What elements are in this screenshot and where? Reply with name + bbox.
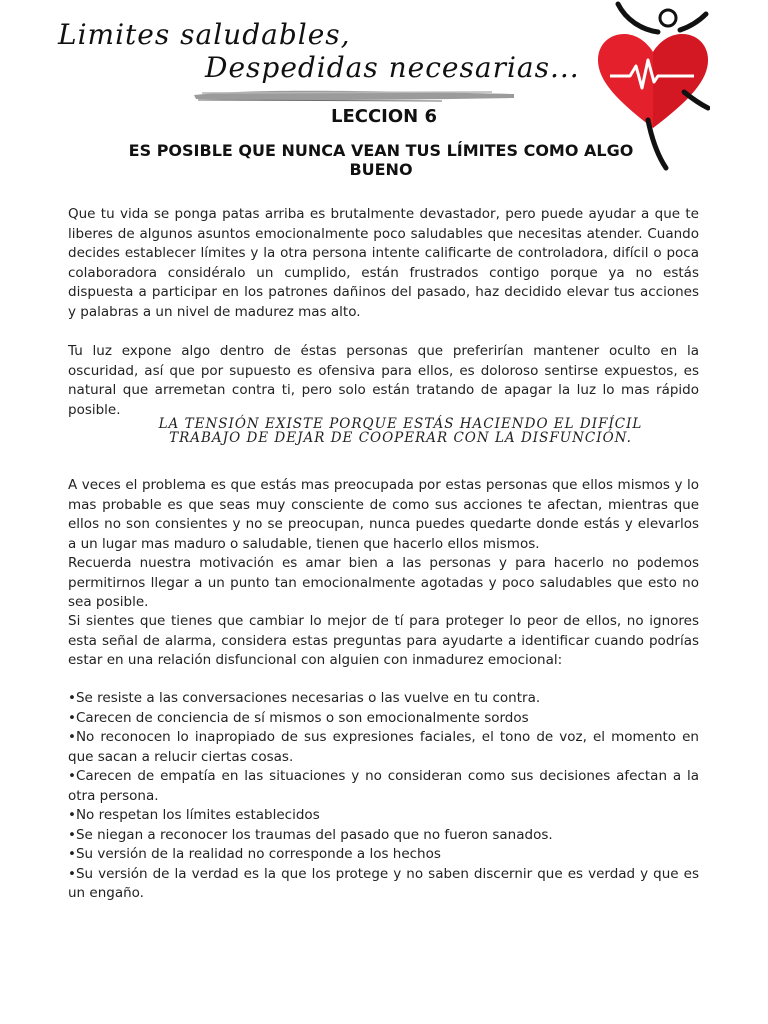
paragraph: Recuerda nuestra motivación es amar bien a las personas y para hacerlo no podemos permitirnos llegar a un punto tan emocionalmente agotadas y poco saludables que esto no sea posible.	[68, 555, 699, 610]
list-item: •Su versión de la verdad es la que los protege y no saben discernir que es verdad y que es un engaño.	[68, 865, 699, 901]
lesson-number: LECCION 6	[330, 106, 438, 127]
lesson-subtitle: ES POSIBLE QUE NUNCA VEAN TUS LÍMITES COMO ALGO BUENO	[128, 141, 634, 179]
list-item: •Se resiste a las conversaciones necesarias o las vuelve en tu contra.	[68, 690, 541, 706]
warning-sign-list	[68, 689, 699, 904]
document-title-line1: Limites saludables,	[58, 18, 351, 51]
brush-stroke-divider	[192, 86, 517, 104]
paragraph: A veces el problema es que estás mas preocupada por estas personas que ellos mismos y lo mas probable es que seas muy consciente de como sus acciones te afectan, mientras que ellos no son consientes y no se preocupan, nunca puedes quedarte donde estás y elevarlos a un lugar mas maduro o saludable, tienen que hacerlo ellos mismos.	[68, 477, 699, 552]
list-item: •No reconocen lo inapropiado de sus expresiones faciales, el tono de voz, el momento en que sacan a relucir ciertas cosas.	[68, 729, 699, 765]
list-item: •Se niegan a reconocer los traumas del pasado que no fueron sanados.	[68, 826, 553, 843]
document-title-line2: Despedidas necesarias...	[205, 51, 580, 84]
paragraph: Si sientes que tienes que cambiar lo mejor de tí para proteger lo peor de ellos, no ignores esta señal de alarma, considera estas preguntas para ayudarte a identificar cuando podrías estar en una relación disfuncional con alguien con inmadurez emocional:	[68, 613, 699, 668]
list-item: •Carecen de conciencia de sí mismos o son emocionalmente sordos	[68, 709, 529, 726]
paragraph: Que tu vida se ponga patas arriba es brutalmente devastador, pero puede ayudar a que te liberes de algunos asuntos emocionalmente poco saludables que necesitas atender. Cuando decides establecer límites y la otra persona intente calificarte de controladora, difícil o poca colaboradora considéralo un cumplido, están frustrados contigo porque ya no estás dispuesta a participar en los patrones dañinos del pasado, haz decidido elevar tus acciones y palabras a un nivel de madurez mas alto.	[68, 206, 699, 320]
highlight-quote: LA TENSIÓN EXISTE PORQUE ESTÁS HACIENDO EL DIFÍCIL TRABAJO DE DEJAR DE COOPERAR CON LA DISFUNCIÓN.	[158, 416, 643, 446]
paragraph: Tu luz expone algo dentro de éstas personas que preferirían mantener oculto en la oscuridad, así que por supuesto es ofensiva para ellos, es doloroso sentirse expuestos, es natural que arremetan contra ti, pero solo están tratando de apagar la luz lo mas rápido posible.	[68, 343, 699, 418]
list-item: •Su versión de la realidad no corresponde a los hechos	[68, 846, 441, 862]
list-item: •Carecen de empatía en las situaciones y no consideran como sus decisiones afectan a la otra persona.	[68, 768, 699, 804]
list-item: •No respetan los límites establecidos	[68, 807, 320, 823]
